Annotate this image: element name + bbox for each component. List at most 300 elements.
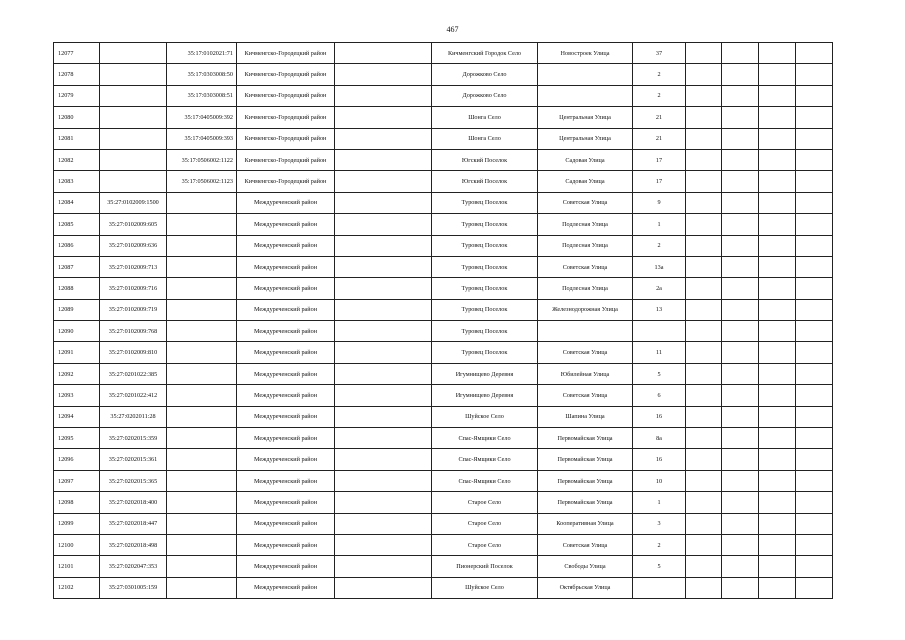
house-number-cell: 13: [633, 299, 686, 320]
empty-cell: [335, 385, 432, 406]
row-number-cell: 12095: [54, 428, 100, 449]
extra-cell-1: [686, 64, 722, 85]
settlement-cell: Старое Село: [432, 492, 538, 513]
extra-cell-1: [686, 577, 722, 598]
extra-cell-3: [759, 363, 796, 384]
extra-cell-3: [759, 299, 796, 320]
cadastral-number-cell: 35:27:0102009:636: [100, 235, 167, 256]
extra-cell-2: [722, 428, 759, 449]
district-cell: Междуреченский район: [237, 428, 335, 449]
district-cell: Междуреченский район: [237, 342, 335, 363]
street-cell: Советская Улица: [538, 534, 633, 555]
table-row: [54, 64, 833, 85]
settlement-cell: Спас-Ямщики Село: [432, 470, 538, 491]
street-cell: Свободы Улица: [538, 556, 633, 577]
house-number-cell: 5: [633, 556, 686, 577]
cadastral-number-cell: 35:27:0102009:713: [100, 256, 167, 277]
cadastral-number-cell: 35:27:0102009:810: [100, 342, 167, 363]
street-cell: [538, 64, 633, 85]
street-cell: Кооперативная Улица: [538, 513, 633, 534]
extra-cell-3: [759, 556, 796, 577]
table-row: [54, 513, 833, 534]
empty-cell: [335, 406, 432, 427]
extra-cell-3: [759, 470, 796, 491]
cadastral-number-cell: [100, 149, 167, 170]
settlement-cell: Спас-Ямщики Село: [432, 449, 538, 470]
street-cell: Первомайская Улица: [538, 470, 633, 491]
extra-cell-3: [759, 235, 796, 256]
settlement-cell: Старое Село: [432, 513, 538, 534]
cadastral-number-cell: [100, 171, 167, 192]
district-cell: Междуреченский район: [237, 235, 335, 256]
district-cell: Междуреченский район: [237, 299, 335, 320]
extra-cell-1: [686, 406, 722, 427]
table-row: [54, 385, 833, 406]
house-number-cell: 1: [633, 214, 686, 235]
extra-cell-1: [686, 363, 722, 384]
table-row: [54, 342, 833, 363]
row-number-cell: 12091: [54, 342, 100, 363]
empty-cell: [335, 470, 432, 491]
table-row: [54, 363, 833, 384]
settlement-cell: Туровец Поселок: [432, 321, 538, 342]
house-number-cell: 5: [633, 363, 686, 384]
cadastral-number-cell: 35:27:0202015:361: [100, 449, 167, 470]
extra-cell-1: [686, 513, 722, 534]
extra-cell-4: [796, 149, 833, 170]
table-row: [54, 256, 833, 277]
cadastral-number-alt-cell: [167, 385, 237, 406]
extra-cell-2: [722, 214, 759, 235]
extra-cell-3: [759, 577, 796, 598]
table-row: [54, 171, 833, 192]
extra-cell-1: [686, 492, 722, 513]
cadastral-number-cell: 35:27:0202018:498: [100, 534, 167, 555]
extra-cell-3: [759, 428, 796, 449]
extra-cell-3: [759, 128, 796, 149]
empty-cell: [335, 171, 432, 192]
street-cell: Подлесная Улица: [538, 278, 633, 299]
cadastral-number-alt-cell: 35:17:0405009:393: [167, 128, 237, 149]
cadastral-number-cell: 35:27:0102009:768: [100, 321, 167, 342]
cadastral-number-cell: 35:27:0202015:359: [100, 428, 167, 449]
empty-cell: [335, 342, 432, 363]
row-number-cell: 12082: [54, 149, 100, 170]
empty-cell: [335, 214, 432, 235]
empty-cell: [335, 299, 432, 320]
street-cell: Советская Улица: [538, 342, 633, 363]
street-cell: Центральная Улица: [538, 107, 633, 128]
row-number-cell: 12078: [54, 64, 100, 85]
extra-cell-3: [759, 534, 796, 555]
extra-cell-4: [796, 449, 833, 470]
cadastral-number-alt-cell: [167, 492, 237, 513]
cadastral-number-cell: 35:27:0202018:400: [100, 492, 167, 513]
extra-cell-1: [686, 128, 722, 149]
extra-cell-2: [722, 534, 759, 555]
row-number-cell: 12088: [54, 278, 100, 299]
cadastral-number-alt-cell: [167, 299, 237, 320]
table-row: [54, 107, 833, 128]
row-number-cell: 12094: [54, 406, 100, 427]
cadastral-number-alt-cell: 35:17:0405009:392: [167, 107, 237, 128]
extra-cell-4: [796, 235, 833, 256]
table-row: [54, 428, 833, 449]
street-cell: Первомайская Улица: [538, 492, 633, 513]
district-cell: Междуреченский район: [237, 556, 335, 577]
extra-cell-2: [722, 299, 759, 320]
district-cell: Междуреченский район: [237, 577, 335, 598]
extra-cell-3: [759, 107, 796, 128]
table-row: [54, 577, 833, 598]
extra-cell-3: [759, 492, 796, 513]
empty-cell: [335, 321, 432, 342]
table-row: [54, 149, 833, 170]
extra-cell-1: [686, 342, 722, 363]
empty-cell: [335, 107, 432, 128]
district-cell: Междуреченский район: [237, 214, 335, 235]
cadastral-number-cell: 35:27:0102009:605: [100, 214, 167, 235]
house-number-cell: 6: [633, 385, 686, 406]
settlement-cell: Шонга Село: [432, 107, 538, 128]
extra-cell-3: [759, 278, 796, 299]
empty-cell: [335, 492, 432, 513]
row-number-cell: 12097: [54, 470, 100, 491]
extra-cell-1: [686, 278, 722, 299]
row-number-cell: 12089: [54, 299, 100, 320]
cadastral-number-cell: 35:27:0202011:28: [100, 406, 167, 427]
empty-cell: [335, 577, 432, 598]
district-cell: Междуреченский район: [237, 321, 335, 342]
house-number-cell: [633, 577, 686, 598]
house-number-cell: 8а: [633, 428, 686, 449]
extra-cell-1: [686, 214, 722, 235]
settlement-cell: Кичменгский Городок Село: [432, 43, 538, 64]
row-number-cell: 12080: [54, 107, 100, 128]
table-row: [54, 556, 833, 577]
house-number-cell: 11: [633, 342, 686, 363]
extra-cell-2: [722, 149, 759, 170]
extra-cell-1: [686, 192, 722, 213]
extra-cell-4: [796, 214, 833, 235]
extra-cell-2: [722, 171, 759, 192]
extra-cell-1: [686, 235, 722, 256]
empty-cell: [335, 363, 432, 384]
extra-cell-2: [722, 107, 759, 128]
settlement-cell: Туровец Поселок: [432, 278, 538, 299]
extra-cell-2: [722, 492, 759, 513]
house-number-cell: 21: [633, 107, 686, 128]
cadastral-number-cell: 35:27:0201022:412: [100, 385, 167, 406]
extra-cell-4: [796, 577, 833, 598]
empty-cell: [335, 43, 432, 64]
extra-cell-2: [722, 321, 759, 342]
table-row: [54, 470, 833, 491]
row-number-cell: 12093: [54, 385, 100, 406]
empty-cell: [335, 192, 432, 213]
table-row: [54, 299, 833, 320]
empty-cell: [335, 556, 432, 577]
row-number-cell: 12083: [54, 171, 100, 192]
cadastral-number-alt-cell: [167, 321, 237, 342]
table-row: [54, 321, 833, 342]
house-number-cell: 2: [633, 64, 686, 85]
cadastral-number-alt-cell: [167, 214, 237, 235]
empty-cell: [335, 449, 432, 470]
cadastral-number-alt-cell: [167, 406, 237, 427]
row-number-cell: 12084: [54, 192, 100, 213]
extra-cell-1: [686, 149, 722, 170]
extra-cell-3: [759, 406, 796, 427]
extra-cell-4: [796, 107, 833, 128]
extra-cell-4: [796, 428, 833, 449]
extra-cell-4: [796, 85, 833, 106]
table-row: [54, 128, 833, 149]
district-cell: Междуреченский район: [237, 449, 335, 470]
row-number-cell: 12081: [54, 128, 100, 149]
row-number-cell: 12087: [54, 256, 100, 277]
extra-cell-2: [722, 342, 759, 363]
street-cell: [538, 321, 633, 342]
row-number-cell: 12090: [54, 321, 100, 342]
settlement-cell: Шуйское Село: [432, 406, 538, 427]
district-cell: Междуреченский район: [237, 513, 335, 534]
cadastral-number-alt-cell: 35:17:0506002:1123: [167, 171, 237, 192]
table-row: [54, 43, 833, 64]
page-number: 467: [446, 25, 459, 34]
cadastral-number-cell: 35:27:0202015:365: [100, 470, 167, 491]
table-row: [54, 449, 833, 470]
house-number-cell: 2а: [633, 278, 686, 299]
extra-cell-2: [722, 363, 759, 384]
extra-cell-2: [722, 235, 759, 256]
extra-cell-2: [722, 64, 759, 85]
settlement-cell: Старое Село: [432, 534, 538, 555]
house-number-cell: 2: [633, 85, 686, 106]
cadastral-number-alt-cell: [167, 342, 237, 363]
district-cell: Междуреченский район: [237, 278, 335, 299]
extra-cell-3: [759, 192, 796, 213]
street-cell: Железнодорожная Улица: [538, 299, 633, 320]
extra-cell-2: [722, 128, 759, 149]
table-row: [54, 406, 833, 427]
extra-cell-1: [686, 428, 722, 449]
settlement-cell: Туровец Поселок: [432, 342, 538, 363]
district-cell: Междуреченский район: [237, 406, 335, 427]
extra-cell-4: [796, 534, 833, 555]
district-cell: Кичменгско-Городецкий район: [237, 128, 335, 149]
district-cell: Кичменгско-Городецкий район: [237, 43, 335, 64]
settlement-cell: Туровец Поселок: [432, 214, 538, 235]
district-cell: Междуреченский район: [237, 363, 335, 384]
house-number-cell: 13а: [633, 256, 686, 277]
row-number-cell: 12100: [54, 534, 100, 555]
district-cell: Кичменгско-Городецкий район: [237, 85, 335, 106]
empty-cell: [335, 235, 432, 256]
district-cell: Кичменгско-Городецкий район: [237, 64, 335, 85]
extra-cell-3: [759, 449, 796, 470]
empty-cell: [335, 128, 432, 149]
house-number-cell: 1: [633, 492, 686, 513]
cadastral-number-alt-cell: 35:17:0303008:50: [167, 64, 237, 85]
street-cell: Советская Улица: [538, 192, 633, 213]
street-cell: Центральная Улица: [538, 128, 633, 149]
extra-cell-3: [759, 385, 796, 406]
cadastral-number-cell: 35:27:0201022:385: [100, 363, 167, 384]
extra-cell-4: [796, 278, 833, 299]
row-number-cell: 12092: [54, 363, 100, 384]
extra-cell-3: [759, 513, 796, 534]
empty-cell: [335, 278, 432, 299]
cadastral-number-cell: 35:27:0202018:447: [100, 513, 167, 534]
extra-cell-4: [796, 171, 833, 192]
street-cell: Первомайская Улица: [538, 449, 633, 470]
cadastral-number-cell: [100, 128, 167, 149]
empty-cell: [335, 513, 432, 534]
extra-cell-3: [759, 43, 796, 64]
extra-cell-4: [796, 299, 833, 320]
extra-cell-2: [722, 43, 759, 64]
cadastral-number-cell: [100, 85, 167, 106]
register-table: [53, 42, 833, 599]
extra-cell-3: [759, 214, 796, 235]
cadastral-number-alt-cell: [167, 235, 237, 256]
house-number-cell: 37: [633, 43, 686, 64]
district-cell: Междуреченский район: [237, 385, 335, 406]
cadastral-number-alt-cell: [167, 534, 237, 555]
extra-cell-4: [796, 256, 833, 277]
street-cell: Советская Улица: [538, 385, 633, 406]
empty-cell: [335, 64, 432, 85]
settlement-cell: Туровец Поселок: [432, 256, 538, 277]
extra-cell-2: [722, 470, 759, 491]
row-number-cell: 12077: [54, 43, 100, 64]
house-number-cell: 10: [633, 470, 686, 491]
extra-cell-4: [796, 470, 833, 491]
street-cell: Подлесная Улица: [538, 214, 633, 235]
cadastral-number-alt-cell: 35:17:0303008:51: [167, 85, 237, 106]
row-number-cell: 12096: [54, 449, 100, 470]
extra-cell-2: [722, 192, 759, 213]
settlement-cell: Шуйское Село: [432, 577, 538, 598]
register-table-body: [54, 43, 833, 599]
house-number-cell: 9: [633, 192, 686, 213]
extra-cell-1: [686, 171, 722, 192]
district-cell: Кичменгско-Городецкий район: [237, 149, 335, 170]
table-row: [54, 85, 833, 106]
extra-cell-4: [796, 43, 833, 64]
extra-cell-1: [686, 321, 722, 342]
street-cell: Подлесная Улица: [538, 235, 633, 256]
district-cell: Кичменгско-Городецкий район: [237, 171, 335, 192]
house-number-cell: 16: [633, 449, 686, 470]
extra-cell-4: [796, 64, 833, 85]
extra-cell-3: [759, 64, 796, 85]
row-number-cell: 12079: [54, 85, 100, 106]
empty-cell: [335, 256, 432, 277]
street-cell: Октябрьская Улица: [538, 577, 633, 598]
settlement-cell: Дорожково Село: [432, 85, 538, 106]
empty-cell: [335, 85, 432, 106]
cadastral-number-alt-cell: [167, 449, 237, 470]
extra-cell-4: [796, 128, 833, 149]
cadastral-number-alt-cell: [167, 278, 237, 299]
house-number-cell: 16: [633, 406, 686, 427]
cadastral-number-cell: [100, 64, 167, 85]
extra-cell-1: [686, 43, 722, 64]
extra-cell-1: [686, 107, 722, 128]
extra-cell-2: [722, 406, 759, 427]
cadastral-number-alt-cell: [167, 577, 237, 598]
cadastral-number-alt-cell: 35:17:0506002:1122: [167, 149, 237, 170]
extra-cell-2: [722, 256, 759, 277]
house-number-cell: [633, 321, 686, 342]
extra-cell-1: [686, 470, 722, 491]
settlement-cell: Игумнищево Деревня: [432, 363, 538, 384]
cadastral-number-cell: 35:27:0102009:716: [100, 278, 167, 299]
street-cell: Садовая Улица: [538, 171, 633, 192]
cadastral-number-cell: 35:27:0301005:159: [100, 577, 167, 598]
extra-cell-3: [759, 85, 796, 106]
district-cell: Междуреченский район: [237, 256, 335, 277]
extra-cell-1: [686, 534, 722, 555]
settlement-cell: Туровец Поселок: [432, 192, 538, 213]
extra-cell-4: [796, 342, 833, 363]
extra-cell-2: [722, 85, 759, 106]
cadastral-number-alt-cell: [167, 363, 237, 384]
extra-cell-4: [796, 406, 833, 427]
table-row: [54, 492, 833, 513]
street-cell: Садовая Улица: [538, 149, 633, 170]
extra-cell-3: [759, 342, 796, 363]
cadastral-number-alt-cell: [167, 428, 237, 449]
table-row: [54, 235, 833, 256]
cadastral-number-alt-cell: 35:17:0102021:71: [167, 43, 237, 64]
district-cell: Междуреченский район: [237, 492, 335, 513]
extra-cell-3: [759, 171, 796, 192]
cadastral-number-alt-cell: [167, 556, 237, 577]
house-number-cell: 17: [633, 149, 686, 170]
settlement-cell: Спас-Ямщики Село: [432, 428, 538, 449]
cadastral-number-alt-cell: [167, 256, 237, 277]
extra-cell-4: [796, 492, 833, 513]
extra-cell-3: [759, 256, 796, 277]
settlement-cell: Шонга Село: [432, 128, 538, 149]
cadastral-number-alt-cell: [167, 470, 237, 491]
table-row: [54, 214, 833, 235]
house-number-cell: 17: [633, 171, 686, 192]
row-number-cell: 12085: [54, 214, 100, 235]
extra-cell-2: [722, 278, 759, 299]
district-cell: Кичменгско-Городецкий район: [237, 107, 335, 128]
extra-cell-2: [722, 556, 759, 577]
extra-cell-2: [722, 449, 759, 470]
table-row: [54, 192, 833, 213]
cadastral-number-cell: [100, 43, 167, 64]
cadastral-number-alt-cell: [167, 513, 237, 534]
extra-cell-1: [686, 449, 722, 470]
extra-cell-2: [722, 577, 759, 598]
extra-cell-2: [722, 385, 759, 406]
street-cell: Первомайская Улица: [538, 428, 633, 449]
extra-cell-1: [686, 385, 722, 406]
extra-cell-1: [686, 85, 722, 106]
extra-cell-4: [796, 363, 833, 384]
row-number-cell: 12086: [54, 235, 100, 256]
settlement-cell: Пионерский Поселок: [432, 556, 538, 577]
cadastral-number-cell: 35:27:0102009:719: [100, 299, 167, 320]
settlement-cell: Югский Поселок: [432, 171, 538, 192]
